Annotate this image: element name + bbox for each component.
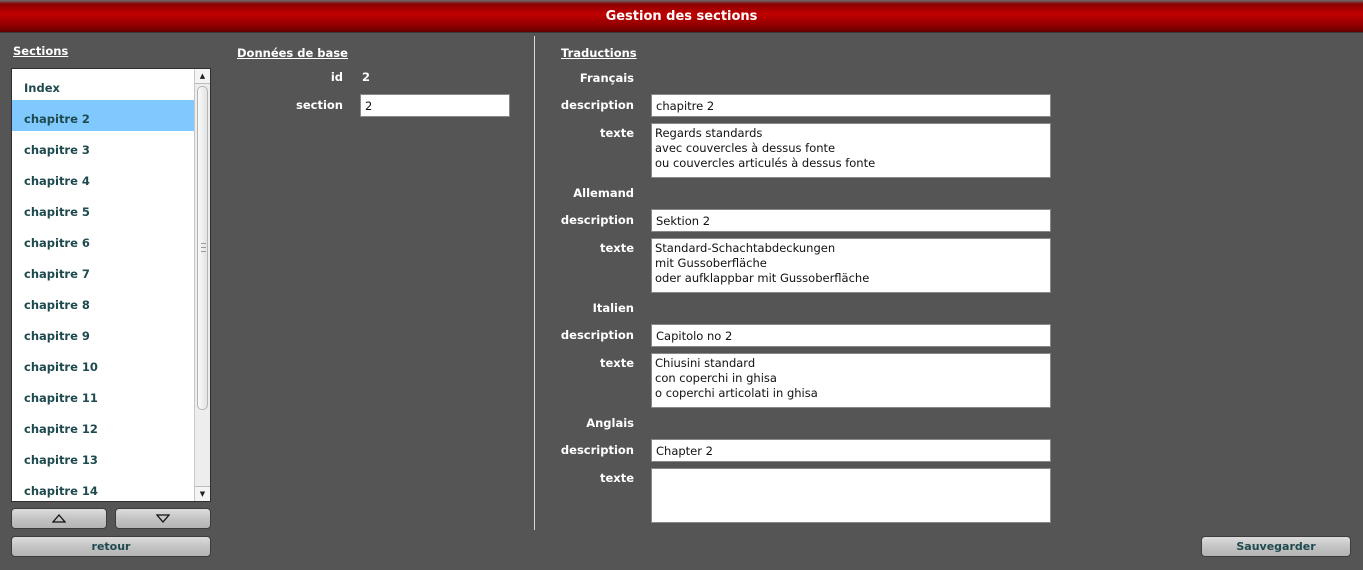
- list-item[interactable]: chapitre 14: [24, 483, 98, 498]
- move-down-button[interactable]: [115, 508, 211, 529]
- list-item[interactable]: Index: [24, 80, 60, 95]
- text-area-italian[interactable]: [651, 353, 1051, 408]
- list-item[interactable]: chapitre 10: [24, 359, 98, 374]
- language-name-french: Français: [579, 71, 634, 85]
- text-label: texte: [599, 126, 634, 140]
- id-value: 2: [362, 70, 371, 84]
- triangle-up-icon: [52, 514, 66, 523]
- list-scrollbar[interactable]: [194, 69, 210, 501]
- triangle-down-icon: [156, 514, 170, 523]
- text-area-german[interactable]: [651, 238, 1051, 293]
- list-item[interactable]: chapitre 12: [24, 421, 98, 436]
- text-area-english[interactable]: [651, 468, 1051, 523]
- list-item[interactable]: chapitre 9: [24, 328, 90, 343]
- text-label: texte: [599, 471, 634, 485]
- sections-list-items: [12, 69, 196, 502]
- text-label: texte: [599, 241, 634, 255]
- description-input-german[interactable]: [651, 209, 1051, 232]
- text-label: texte: [599, 356, 634, 370]
- sections-heading: Sections: [13, 44, 69, 58]
- sections-list[interactable]: [11, 68, 211, 502]
- list-item[interactable]: chapitre 2: [12, 100, 196, 131]
- section-input[interactable]: [360, 94, 510, 117]
- list-item[interactable]: chapitre 5: [24, 204, 90, 219]
- vertical-divider: [534, 36, 535, 530]
- text-area-french[interactable]: [651, 123, 1051, 178]
- list-item[interactable]: chapitre 8: [24, 297, 90, 312]
- language-name-english: Anglais: [586, 416, 634, 430]
- description-input-french[interactable]: [651, 94, 1051, 117]
- window-title: Gestion des sections: [605, 8, 758, 24]
- scroll-up-icon[interactable]: ▲: [195, 69, 210, 84]
- list-item[interactable]: chapitre 4: [24, 173, 90, 188]
- back-button[interactable]: retour: [11, 536, 211, 557]
- list-item[interactable]: chapitre 6: [24, 235, 90, 250]
- description-input-italian[interactable]: [651, 324, 1051, 347]
- move-up-button[interactable]: [11, 508, 107, 529]
- title-bar: [0, 0, 1363, 33]
- list-item[interactable]: chapitre 7: [24, 266, 90, 281]
- description-label: description: [560, 443, 634, 457]
- list-item[interactable]: chapitre 3: [24, 142, 90, 157]
- language-name-italian: Italien: [592, 301, 634, 315]
- id-label: id: [330, 70, 343, 84]
- list-item[interactable]: chapitre 13: [24, 452, 98, 467]
- scrollbar-thumb[interactable]: [197, 86, 208, 410]
- translations-heading: Traductions: [561, 46, 637, 60]
- description-label: description: [560, 98, 634, 112]
- section-label: section: [296, 98, 343, 112]
- grip-icon: [201, 243, 206, 252]
- description-label: description: [560, 328, 634, 342]
- description-input-english[interactable]: [651, 439, 1051, 462]
- base-data-heading: Données de base: [237, 46, 348, 60]
- scroll-down-icon[interactable]: ▼: [195, 486, 210, 501]
- language-name-german: Allemand: [573, 186, 634, 200]
- save-button[interactable]: Sauvegarder: [1201, 536, 1351, 557]
- description-label: description: [560, 213, 634, 227]
- list-item[interactable]: chapitre 11: [24, 390, 98, 405]
